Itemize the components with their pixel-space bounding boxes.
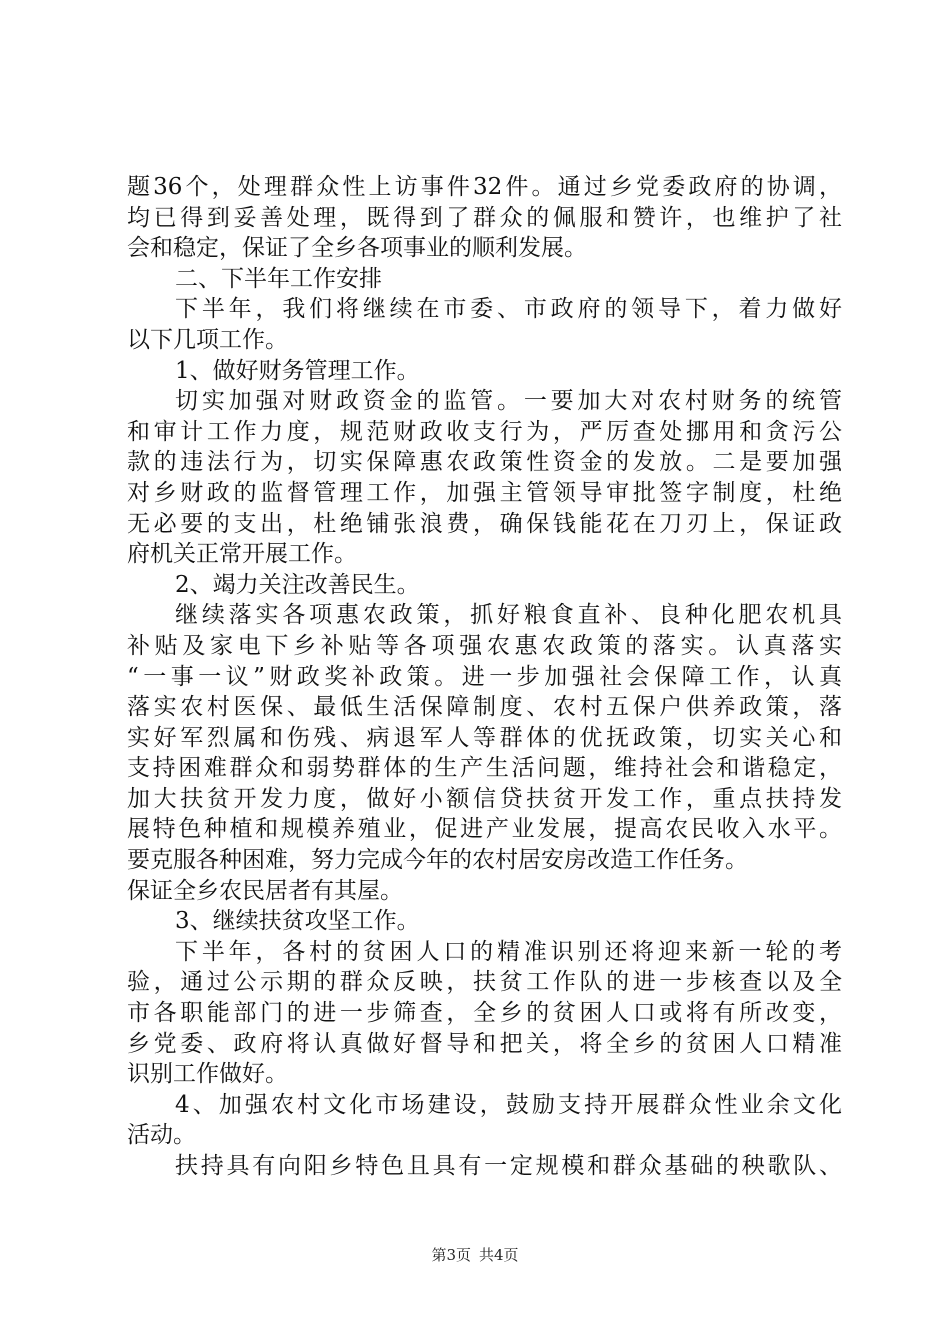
text-line: 展特色种植和规模养殖业，促进产业发展，提高农民收入水平。 (127, 816, 842, 843)
text-line: 均已得到妥善处理，既得到了群众的佩服和赞许，也维护了社 (127, 204, 842, 231)
text-line: 落实农村医保、最低生活保障制度、农村五保户供养政策，落 (127, 694, 842, 721)
text-line: 实好军烈属和伤残、病退军人等群体的优抚政策，切实关心和 (127, 724, 842, 751)
page-footer (0, 1244, 950, 1265)
text-line: 支持困难群众和弱势群体的生产生活问题，维持社会和谐稳定， (127, 755, 842, 782)
text-line: “一事一议”财政奖补政策。进一步加强社会保障工作，认真 (127, 663, 842, 690)
section-heading: 二、下半年工作安排 (175, 265, 382, 292)
text-line: 切实加强对财政资金的监管。一要加大对农村财务的统管 (175, 388, 842, 415)
text-line: 识别工作做好。 (127, 1061, 288, 1088)
text-line: 市各职能部门的进一步筛查，全乡的贫困人口或将有所改变， (127, 1000, 842, 1027)
text-line: 乡党委、政府将认真做好督导和把关，将全乡的贫困人口精准 (127, 1030, 842, 1057)
text-line: 下半年，我们将继续在市委、市政府的领导下，着力做好 (175, 296, 842, 323)
text-line: 对乡财政的监督管理工作，加强主管领导审批签字制度，杜绝 (127, 479, 842, 506)
text-line: 会和稳定，保证了全乡各项事业的顺利发展。 (127, 235, 587, 262)
text-line: 要克服各种困难，努力完成今年的农村居安房改造工作任务。 (127, 847, 748, 874)
text-line: 以下几项工作。 (127, 326, 288, 353)
text-line: 扶持具有向阳乡特色且具有一定规模和群众基础的秧歌队、 (175, 1153, 842, 1179)
text-line: 活动。 (127, 1122, 196, 1149)
subsection-heading: 4、加强农村文化市场建设，鼓励支持开展群众性业余文化 (175, 1091, 842, 1118)
text-line: 保证全乡农民居者有其屋。 (127, 877, 403, 904)
page-total: 共4页 (479, 1246, 519, 1264)
text-line: 下半年，各村的贫困人口的精准识别还将迎来新一轮的考 (175, 938, 842, 965)
text-line: 和审计工作力度，规范财政收支行为，严厉查处挪用和贪污公 (127, 418, 842, 445)
text-line: 加大扶贫开发力度，做好小额信贷扶贫开发工作，重点扶持发 (127, 785, 842, 812)
page-number: 第3页 (431, 1246, 471, 1264)
text-line: 府机关正常开展工作。 (127, 541, 357, 568)
subsection-heading: 2、竭力关注改善民生。 (175, 571, 420, 598)
text-line: 题36个，处理群众性上访事件32件。通过乡党委政府的协调， (127, 174, 842, 200)
document-body (127, 172, 842, 1182)
text-line: 验，通过公示期的群众反映，扶贫工作队的进一步核查以及全 (127, 969, 842, 996)
subsection-heading: 1、做好财务管理工作。 (175, 357, 420, 384)
subsection-heading: 3、继续扶贫攻坚工作。 (175, 908, 420, 935)
text-line: 继续落实各项惠农政策，抓好粮食直补、良种化肥农机具 (175, 602, 842, 629)
text-line: 款的违法行为，切实保障惠农政策性资金的发放。二是要加强 (127, 449, 842, 476)
text-line: 补贴及家电下乡补贴等各项强农惠农政策的落实。认真落实 (127, 632, 842, 659)
text-line: 无必要的支出，杜绝铺张浪费，确保钱能花在刀刃上，保证政 (127, 510, 842, 537)
